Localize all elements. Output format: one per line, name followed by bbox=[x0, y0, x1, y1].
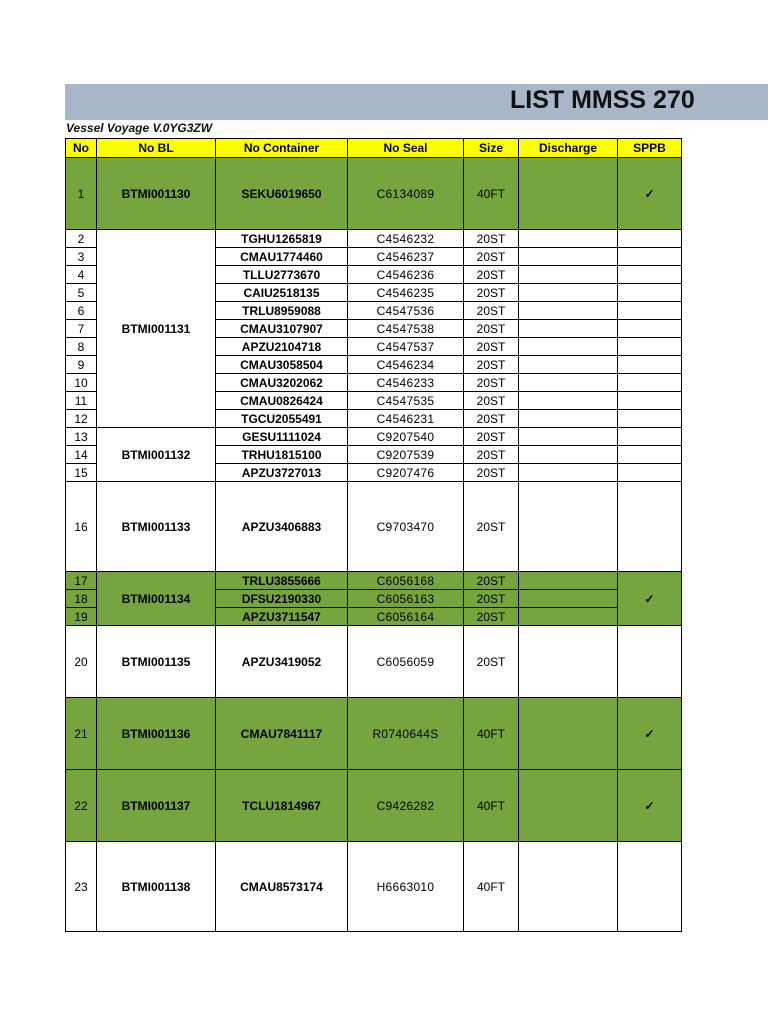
seal-number-cell: C4546235 bbox=[348, 284, 464, 302]
sppb-cell bbox=[618, 410, 682, 428]
seal-number-cell: C9426282 bbox=[348, 770, 464, 842]
row-no-cell: 17 bbox=[66, 572, 97, 590]
container-size-cell: 20ST bbox=[464, 320, 519, 338]
sppb-cell bbox=[618, 266, 682, 284]
container-number-cell: CMAU3202062 bbox=[216, 374, 348, 392]
container-manifest-table bbox=[65, 138, 682, 932]
seal-number-cell: C9207539 bbox=[348, 446, 464, 464]
sppb-cell bbox=[618, 842, 682, 932]
table-row bbox=[66, 770, 682, 842]
bl-number-cell: BTMI001133 bbox=[97, 482, 216, 572]
discharge-cell bbox=[519, 608, 618, 626]
container-size-cell: 20ST bbox=[464, 374, 519, 392]
seal-number-cell: C9703470 bbox=[348, 482, 464, 572]
discharge-cell bbox=[519, 464, 618, 482]
row-no-cell: 19 bbox=[66, 608, 97, 626]
container-size-cell: 20ST bbox=[464, 464, 519, 482]
row-no-cell: 18 bbox=[66, 590, 97, 608]
col-header-discharge: Discharge bbox=[519, 139, 618, 158]
sppb-cell bbox=[618, 338, 682, 356]
sppb-cell bbox=[618, 626, 682, 698]
container-size-cell: 20ST bbox=[464, 338, 519, 356]
sppb-cell bbox=[618, 248, 682, 266]
discharge-cell bbox=[519, 572, 618, 590]
row-no-cell: 3 bbox=[66, 248, 97, 266]
container-size-cell: 40FT bbox=[464, 770, 519, 842]
sppb-cell bbox=[618, 374, 682, 392]
container-size-cell: 20ST bbox=[464, 248, 519, 266]
container-number-cell: TGHU1265819 bbox=[216, 230, 348, 248]
seal-number-cell: C4547538 bbox=[348, 320, 464, 338]
row-no-cell: 15 bbox=[66, 464, 97, 482]
sppb-cell bbox=[618, 428, 682, 446]
discharge-cell bbox=[519, 590, 618, 608]
container-number-cell: CMAU3107907 bbox=[216, 320, 348, 338]
table-row bbox=[66, 842, 682, 932]
discharge-cell bbox=[519, 248, 618, 266]
sppb-cell bbox=[618, 482, 682, 572]
sppb-cell bbox=[618, 230, 682, 248]
page-title: LIST MMSS 270 bbox=[510, 86, 695, 114]
bl-number-cell: BTMI001132 bbox=[97, 428, 216, 482]
container-number-cell: APZU3727013 bbox=[216, 464, 348, 482]
container-size-cell: 20ST bbox=[464, 284, 519, 302]
container-number-cell: CMAU3058504 bbox=[216, 356, 348, 374]
seal-number-cell: C4546233 bbox=[348, 374, 464, 392]
row-no-cell: 14 bbox=[66, 446, 97, 464]
container-number-cell: TCLU1814967 bbox=[216, 770, 348, 842]
container-number-cell: TRLU8959088 bbox=[216, 302, 348, 320]
discharge-cell bbox=[519, 446, 618, 464]
row-no-cell: 16 bbox=[66, 482, 97, 572]
row-no-cell: 10 bbox=[66, 374, 97, 392]
header-row bbox=[66, 139, 682, 158]
bl-number-cell: BTMI001135 bbox=[97, 626, 216, 698]
container-number-cell: APZU3711547 bbox=[216, 608, 348, 626]
table-row bbox=[66, 626, 682, 698]
sppb-cell: ✓ bbox=[618, 698, 682, 770]
seal-number-cell: C6056059 bbox=[348, 626, 464, 698]
seal-number-cell: R0740644S bbox=[348, 698, 464, 770]
sppb-cell: ✓ bbox=[618, 158, 682, 230]
discharge-cell bbox=[519, 428, 618, 446]
container-number-cell: CAIU2518135 bbox=[216, 284, 348, 302]
bl-number-cell: BTMI001138 bbox=[97, 842, 216, 932]
table-row bbox=[66, 482, 682, 572]
col-header-no: No bbox=[66, 139, 97, 158]
table-row bbox=[66, 158, 682, 230]
sppb-cell: ✓ bbox=[618, 770, 682, 842]
container-number-cell: APZU3419052 bbox=[216, 626, 348, 698]
container-number-cell: TLLU2773670 bbox=[216, 266, 348, 284]
container-size-cell: 20ST bbox=[464, 356, 519, 374]
container-size-cell: 40FT bbox=[464, 698, 519, 770]
container-number-cell: TRLU3855666 bbox=[216, 572, 348, 590]
bl-number-cell: BTMI001131 bbox=[97, 230, 216, 428]
bl-number-cell: BTMI001137 bbox=[97, 770, 216, 842]
seal-number-cell: C4547537 bbox=[348, 338, 464, 356]
container-size-cell: 20ST bbox=[464, 266, 519, 284]
row-no-cell: 11 bbox=[66, 392, 97, 410]
discharge-cell bbox=[519, 302, 618, 320]
bl-number-cell: BTMI001134 bbox=[97, 572, 216, 626]
discharge-cell bbox=[519, 626, 618, 698]
row-no-cell: 20 bbox=[66, 626, 97, 698]
container-number-cell: CMAU8573174 bbox=[216, 842, 348, 932]
seal-number-cell: H6663010 bbox=[348, 842, 464, 932]
col-header-seal: No Seal bbox=[348, 139, 464, 158]
seal-number-cell: C4547536 bbox=[348, 302, 464, 320]
row-no-cell: 1 bbox=[66, 158, 97, 230]
sppb-cell bbox=[618, 464, 682, 482]
container-size-cell: 20ST bbox=[464, 590, 519, 608]
sppb-cell bbox=[618, 356, 682, 374]
row-no-cell: 8 bbox=[66, 338, 97, 356]
seal-number-cell: C6056168 bbox=[348, 572, 464, 590]
discharge-cell bbox=[519, 698, 618, 770]
row-no-cell: 21 bbox=[66, 698, 97, 770]
container-size-cell: 20ST bbox=[464, 626, 519, 698]
seal-number-cell: C4546234 bbox=[348, 356, 464, 374]
seal-number-cell: C9207540 bbox=[348, 428, 464, 446]
sppb-cell: ✓ bbox=[618, 572, 682, 626]
seal-number-cell: C9207476 bbox=[348, 464, 464, 482]
seal-number-cell: C4547535 bbox=[348, 392, 464, 410]
col-header-bl: No BL bbox=[97, 139, 216, 158]
table-row bbox=[66, 572, 682, 590]
seal-number-cell: C4546231 bbox=[348, 410, 464, 428]
row-no-cell: 2 bbox=[66, 230, 97, 248]
table-row bbox=[66, 428, 682, 446]
table-row bbox=[66, 698, 682, 770]
container-size-cell: 20ST bbox=[464, 410, 519, 428]
row-no-cell: 5 bbox=[66, 284, 97, 302]
container-size-cell: 20ST bbox=[464, 446, 519, 464]
container-number-cell: CMAU0826424 bbox=[216, 392, 348, 410]
container-number-cell: CMAU1774460 bbox=[216, 248, 348, 266]
row-no-cell: 23 bbox=[66, 842, 97, 932]
container-size-cell: 20ST bbox=[464, 302, 519, 320]
container-size-cell: 20ST bbox=[464, 608, 519, 626]
sppb-cell bbox=[618, 446, 682, 464]
container-number-cell: TGCU2055491 bbox=[216, 410, 348, 428]
container-number-cell: APZU2104718 bbox=[216, 338, 348, 356]
container-size-cell: 40FT bbox=[464, 842, 519, 932]
discharge-cell bbox=[519, 356, 618, 374]
discharge-cell bbox=[519, 158, 618, 230]
row-no-cell: 13 bbox=[66, 428, 97, 446]
container-number-cell: TRHU1815100 bbox=[216, 446, 348, 464]
container-size-cell: 20ST bbox=[464, 428, 519, 446]
container-size-cell: 20ST bbox=[464, 230, 519, 248]
col-header-container: No Container bbox=[216, 139, 348, 158]
discharge-cell bbox=[519, 374, 618, 392]
row-no-cell: 7 bbox=[66, 320, 97, 338]
container-number-cell: APZU3406883 bbox=[216, 482, 348, 572]
discharge-cell bbox=[519, 770, 618, 842]
container-number-cell: GESU1111024 bbox=[216, 428, 348, 446]
seal-number-cell: C6056164 bbox=[348, 608, 464, 626]
container-number-cell: DFSU2190330 bbox=[216, 590, 348, 608]
container-size-cell: 20ST bbox=[464, 572, 519, 590]
sppb-cell bbox=[618, 302, 682, 320]
discharge-cell bbox=[519, 392, 618, 410]
container-size-cell: 40FT bbox=[464, 158, 519, 230]
seal-number-cell: C6056163 bbox=[348, 590, 464, 608]
discharge-cell bbox=[519, 266, 618, 284]
row-no-cell: 12 bbox=[66, 410, 97, 428]
col-header-size: Size bbox=[464, 139, 519, 158]
seal-number-cell: C6134089 bbox=[348, 158, 464, 230]
bl-number-cell: BTMI001136 bbox=[97, 698, 216, 770]
discharge-cell bbox=[519, 842, 618, 932]
row-no-cell: 4 bbox=[66, 266, 97, 284]
seal-number-cell: C4546236 bbox=[348, 266, 464, 284]
discharge-cell bbox=[519, 320, 618, 338]
col-header-sppb: SPPB bbox=[618, 139, 682, 158]
container-number-cell: SEKU6019650 bbox=[216, 158, 348, 230]
vessel-voyage-label: Vessel Voyage V.0YG3ZW bbox=[66, 121, 213, 135]
title-bar bbox=[65, 84, 768, 120]
discharge-cell bbox=[519, 338, 618, 356]
sppb-cell bbox=[618, 320, 682, 338]
bl-number-cell: BTMI001130 bbox=[97, 158, 216, 230]
container-size-cell: 20ST bbox=[464, 392, 519, 410]
container-size-cell: 20ST bbox=[464, 482, 519, 572]
seal-number-cell: C4546232 bbox=[348, 230, 464, 248]
sppb-cell bbox=[618, 392, 682, 410]
table-row bbox=[66, 230, 682, 248]
row-no-cell: 22 bbox=[66, 770, 97, 842]
container-number-cell: CMAU7841117 bbox=[216, 698, 348, 770]
discharge-cell bbox=[519, 482, 618, 572]
discharge-cell bbox=[519, 410, 618, 428]
sppb-cell bbox=[618, 284, 682, 302]
row-no-cell: 9 bbox=[66, 356, 97, 374]
row-no-cell: 6 bbox=[66, 302, 97, 320]
seal-number-cell: C4546237 bbox=[348, 248, 464, 266]
discharge-cell bbox=[519, 230, 618, 248]
discharge-cell bbox=[519, 284, 618, 302]
